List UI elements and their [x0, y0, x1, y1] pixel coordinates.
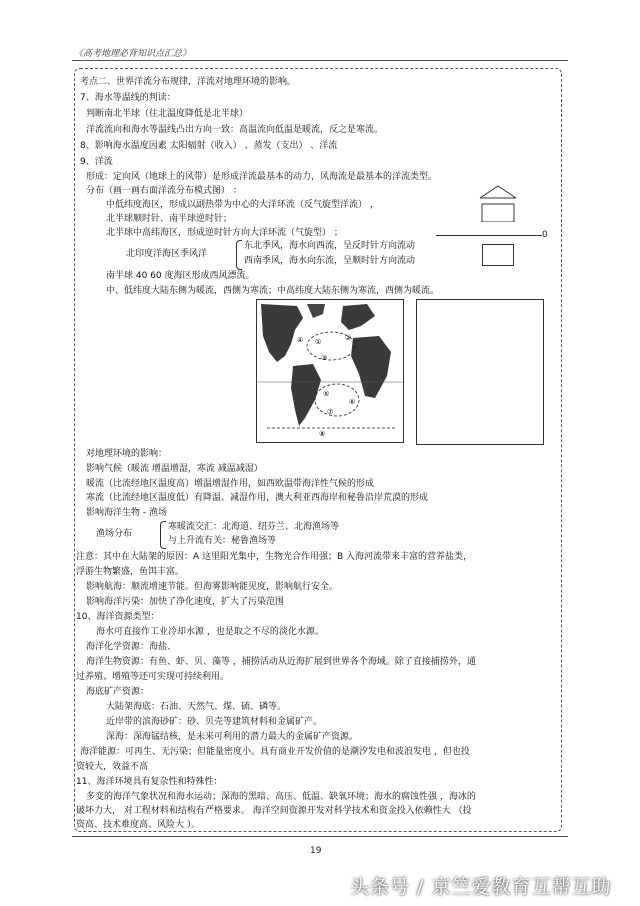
brace: [160, 521, 166, 549]
map-label: ②: [345, 334, 352, 342]
text-line: 近岸带的滨海砂矿：砂、贝壳等建筑材料和金属矿产。: [106, 717, 323, 727]
text-line: 7、海水等温线的判读：: [80, 93, 176, 103]
drawing-box: [416, 299, 544, 445]
text-line: 9、洋流: [80, 157, 113, 167]
text-line: 8、影响海水温度因素 太阳辐射（收入） 、蒸发（支出） 、洋流: [80, 141, 338, 151]
text-line: 渔场分布: [96, 529, 133, 539]
text-line: 海洋生物资源：有鱼、虾、贝、藻等 ，捕捞活动从近海扩展到世界各个海域。除了直接捕捞外，通: [86, 657, 476, 667]
gyre-schematic-house-icon: [478, 184, 518, 226]
text-line: 影响航海：顺流增速节能。但海雾影响能见度，影响航行安全。: [86, 582, 339, 592]
map-label: ⑦: [327, 408, 334, 416]
text-line: 影响气候（暖流 增温增湿，寒流 减温减湿）: [86, 464, 263, 474]
equator-label: 0: [542, 230, 548, 240]
text-line: 海水可直接作工业冷却水源 ，也是取之不尽的淡化水源。: [96, 627, 324, 637]
gyre-schematic-box: [482, 244, 514, 266]
text-line: 影响海洋污染：加快了净化速度，扩大了污染范围: [86, 597, 285, 607]
map-label: ①: [315, 338, 322, 346]
text-line: 寒暖流交汇：北海道、纽芬兰、北海渔场等: [168, 522, 340, 532]
text-line: 暖流（比流经地区温度高）增温增湿作用，如西欧温带海洋性气候的形成: [86, 479, 375, 489]
text-line: 大陆架海底：石油、天然气、煤、硫、磷等。: [106, 702, 287, 712]
text-line: 资高、技术难度高、风险大 ）。: [76, 820, 201, 830]
text-line: 形成：定向风（地球上的风带）是形成洋流最基本的动力，风海流是最基本的洋流类型。: [86, 172, 438, 182]
text-line: 过养殖、增殖等还可实现可持续利用。: [76, 672, 230, 682]
text-line: 北印度洋海区季风洋: [126, 249, 208, 259]
text-line: 与上升流有关：秘鲁渔场等: [168, 536, 277, 546]
text-line: 分布（画一画右面洋流分布模式图） ：: [86, 186, 242, 196]
watermark: 头条号 / 京竺爱教育互帮互助: [350, 876, 612, 898]
header-title: 《高考地理必背知识点汇总》: [74, 49, 192, 59]
brace: [236, 240, 242, 270]
map-label: ⑥: [349, 398, 356, 406]
text-line: 影响海洋生物 - 渔场: [86, 508, 167, 518]
text-line: 海洋化学资源：海盐、: [86, 642, 177, 652]
text-line: 11、海洋环境具有复杂性和特殊性：: [76, 777, 223, 787]
text-line: 浮游生物繁盛，鱼饵丰富。: [76, 567, 185, 577]
text-line: 北半球中高纬海区，形成逆时针方向大洋环流（气旋型） ；: [106, 228, 343, 238]
text-line: 东北季风，海水向西流，呈反时针方向流动: [244, 241, 416, 251]
text-line: 考点二、世界洋流分布规律，洋流对地理环境的影响。: [80, 77, 297, 87]
text-line: 洋流流向和海水等温线凸出方向一致：高温流向低温是暖流，反之是寒流。: [86, 125, 384, 135]
landmass-greenland: [307, 304, 325, 318]
landmass-north-america: [261, 304, 303, 362]
text-line: 西南季风，海水向东流，呈顺时针方向流动: [244, 256, 416, 266]
text-line: 资较大，效益不高: [76, 762, 149, 772]
text-line: 深海：深海锰结核，是未来可利用的潜力最大的金属矿产资源。: [106, 732, 359, 742]
text-line: 海洋能源：可再生、无污染；但能量密度小。具有商业开发价值的是潮汐发电和波浪发电 ，但也投: [80, 747, 470, 757]
equator-line: [436, 235, 542, 236]
map-label: ⑧: [319, 430, 326, 438]
text-line: 北半球顺时针、南半球逆时针；: [106, 214, 233, 224]
map-label: ⑤: [323, 390, 330, 398]
text-line: 对地理环境的影响：: [86, 449, 168, 459]
text-line: 南半球 40 60 度海区形成西风漂流。: [106, 271, 255, 281]
text-line: 判断南北半球（往北温度降低是北半球）: [86, 109, 249, 119]
text-line: 10、海洋资源类型：: [76, 612, 160, 622]
landmass-africa: [351, 336, 391, 398]
text-line: 海底矿产资源：: [86, 687, 150, 697]
footer-rule: [72, 836, 568, 837]
page-number: 19: [310, 846, 322, 856]
text-line: 多变的海洋气象状况和海水运动；深海的黑暗、高压、低温、缺氧环境；海水的腐蚀性强 ，海冰的: [86, 792, 476, 802]
text-line: 破坏力大， 对工程材料和结构有严格要求。 海洋空间资源开发对科学技术和资金投入依赖性大 （投: [76, 806, 472, 816]
text-line: 中低纬度海区，形成以副热带为中心的大洋环流（反气旋型洋流） ，: [106, 200, 379, 210]
text-line: 中、低纬度大陆东侧为暖流，西侧为寒流；中高纬度大陆东侧为寒流，西侧为暖流。: [106, 286, 440, 296]
text-line: 寒流（比流经地区温度低）有降温、减湿作用，澳大利亚西海岸和秘鲁沿岸荒漠的形成: [86, 493, 429, 503]
ocean-current-map: [256, 299, 404, 443]
landmass-europe: [341, 304, 375, 330]
text-line: 注意：其中在大陆架的原因：A 这里阳光集中，生物光合作用强；B 入海河流带来丰富的营养盐类，: [76, 552, 473, 562]
header-rule: [72, 60, 568, 61]
map-label: ③: [321, 354, 328, 362]
map-label: ④: [297, 336, 304, 344]
